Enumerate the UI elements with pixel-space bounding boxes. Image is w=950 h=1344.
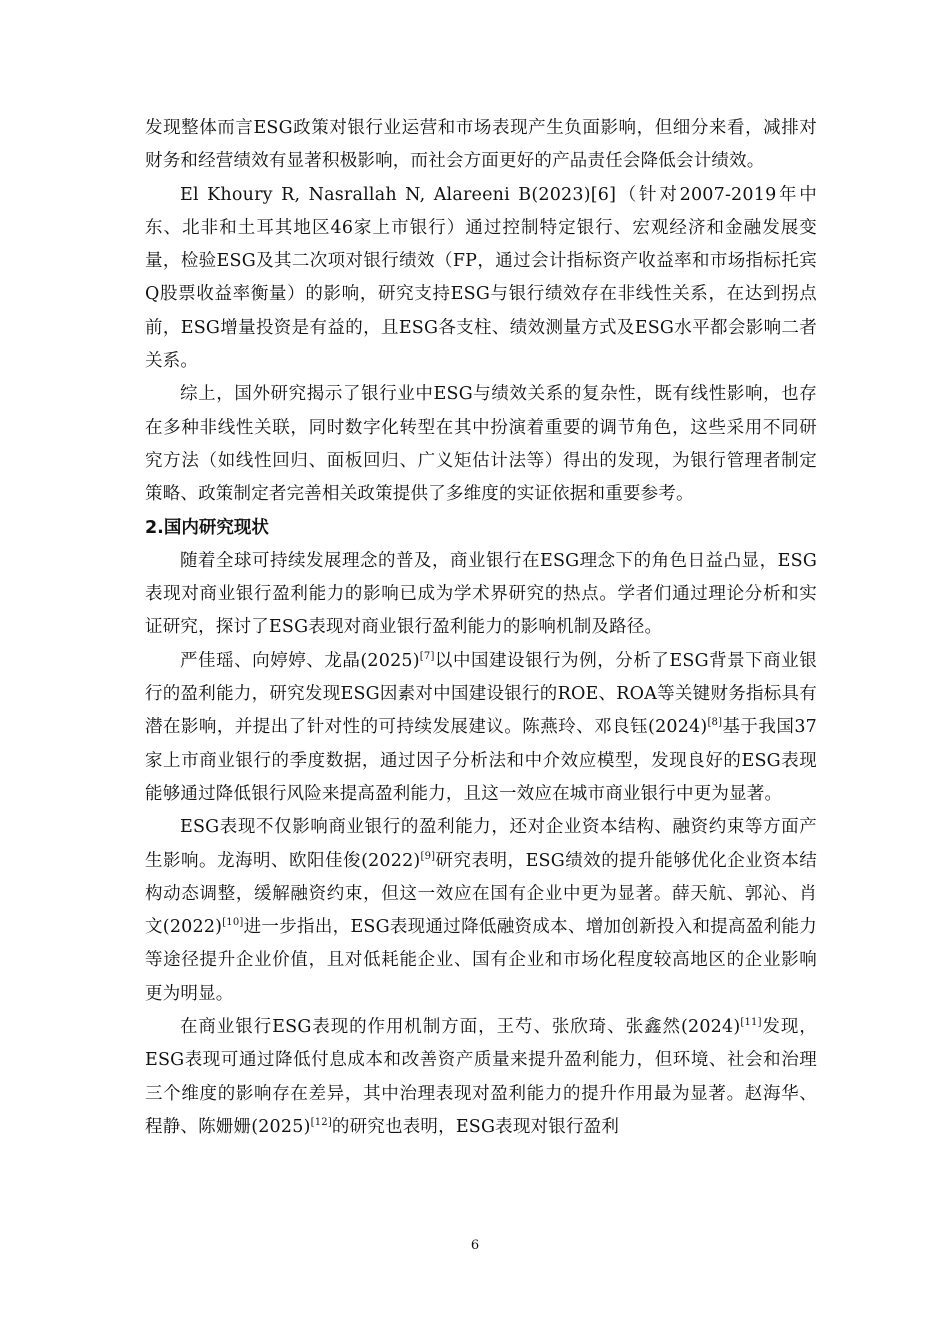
citation-ref: [9]	[420, 850, 436, 862]
paragraph-yan-chen	[145, 645, 817, 811]
text-span: 在商业银行ESG表现的作用机制方面，王芍、张欣琦、张鑫然(2024)	[180, 1017, 741, 1038]
paragraph-continuation: 发现整体而言ESG政策对银行业运营和市场表现产生负面影响，但细分来看，减排对财务和经营绩效有显著积极影响，而社会方面更好的产品责任会降低会计绩效。	[145, 118, 817, 172]
text-span: 进一步指出，ESG表现通过降低融资成本、增加创新投入和提高盈利能力等途径提升企业价值，且对低耗能企业、国有企业和市场化程度较高地区的企业影响更为明显。	[145, 917, 818, 1004]
page-number: 6	[470, 1238, 480, 1253]
paragraph-long-xue	[145, 811, 817, 1011]
text-span: 基于我国37家上市商业银行的季度数据，通过因子分析法和中介效应模型，发现良好的ESG表现能够通过降低银行风险来提高盈利能力，且这一效应在城市商业银行中更为显著。	[145, 717, 817, 804]
paragraph-summary: 综上，国外研究揭示了银行业中ESG与绩效关系的复杂性，既有线性影响，也存在多种非线性关联，同时数字化转型在其中扮演着重要的调节角色，这些采用不同研究方法（如线性回归、面板回归、广义矩估计法等）得出的发现，为银行管理者制定策略、政策制定者完善相关政策提供了多维度的实证依据和重要参考。	[145, 384, 817, 505]
text-span: 严佳瑶、向婷婷、龙晶(2025)	[180, 650, 420, 671]
text-span: 研究表明，ESG绩效的提升能够优化企业资本结构动态调整，缓解融资约束，但这一效应在国有企业中更为显著。薛天航、郭沁、肖文(2022)	[145, 850, 817, 938]
paragraph-wang-zhao	[145, 1011, 817, 1144]
citation-ref: [7]	[419, 650, 435, 662]
citation-ref: [8]	[707, 717, 723, 729]
page-body	[145, 112, 817, 1144]
citation-ref: [12]	[310, 1117, 332, 1129]
citation-ref: [11]	[740, 1017, 762, 1029]
text-span: 以中国建设银行为例，分析了ESG背景下商业银行的盈利能力，研究发现ESG因素对中国建设银行的ROE、ROA等关键财务指标具有潜在影响，并提出了针对性的可持续发展建议。陈燕玲、邓良钰(2024)	[145, 650, 817, 738]
text-span: ESG表现不仅影响商业银行的盈利能力，还对企业资本结构、融资约束等方面产生影响。龙海明、欧阳佳俊(2022)	[145, 817, 817, 871]
section-heading: 2.国内研究现状	[145, 517, 269, 538]
text-span: 发现，ESG表现可通过降低付息成本和改善资产质量来提升盈利能力，但环境、社会和治理三个维度的影响存在差异，其中治理表现对盈利能力的提升作用最为显著。赵海华、程静、陈姗姗(2025)	[145, 1017, 817, 1137]
paragraph-el-khoury: El Khoury R, Nasrallah N, Alareeni B(2023)[6]（针对2007-2019年中东、北非和土耳其地区46家上市银行）通过控制特定银行、宏观经济和金融发展变量，检验ESG及其二次项对银行绩效（FP，通过会计指标资产收益率和市场指标托宾Q股票收益率衡量）的影响，研究支持ESG与银行绩效存在非线性关系，在达到拐点前，ESG增量投资是有益的，且ESG各支柱、绩效测量方式及ESG水平都会影响二者关系。	[145, 184, 817, 372]
citation-ref: [10]	[222, 917, 244, 929]
paragraph-domestic-intro: 随着全球可持续发展理念的普及，商业银行在ESG理念下的角色日益凸显，ESG表现对商业银行盈利能力的影响已成为学术界研究的热点。学者们通过理论分析和实证研究，探讨了ESG表现对商业银行盈利能力的影响机制及路径。	[145, 550, 817, 638]
text-span: 的研究也表明，ESG表现对银行盈利	[331, 1116, 620, 1137]
